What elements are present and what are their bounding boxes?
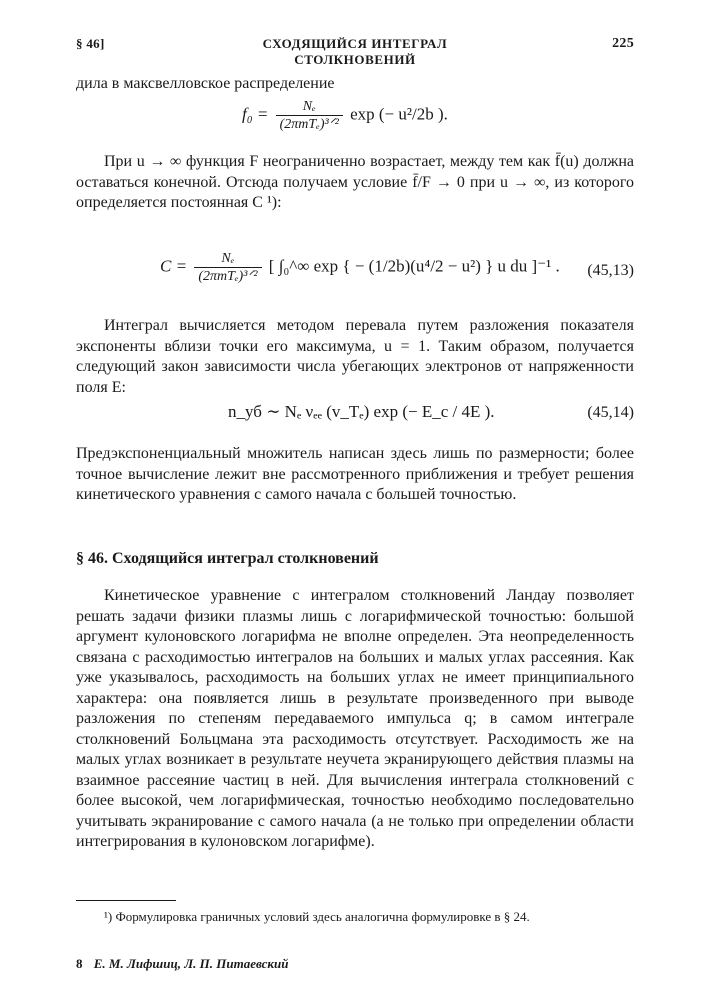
sheet-number: 8 [76, 956, 83, 971]
equation-45-14 [228, 402, 495, 422]
eq2-fraction [194, 250, 261, 285]
eq1-rhs: exp (− u²/2b ). [350, 104, 448, 124]
paragraph-5: Кинетическое уравнение с интегралом столкновений Ландау позволяет решать задачи физики плазмы лишь с логарифмической точностью: большой аргумент кулоновского логарифма не вполне определен. Эта неопределенность связана с расходимостью интегралов на больших и малых углах рассеяния. Как уже указывалось, расходимость на больших углах не имеет принципиального характера: она появляется лишь в результате произведенного при выводе разложения по степеням передаваемого импульса q; в самом интеграле столкновений Больцмана эта расходимость отсутствует. Расходимость же на малых углах возникает в результате неучета экранирующего действия плазмы на взаимное рассеяние частиц в ней. Для вычисления интеграла столкновений с более высокой, чем логарифмическая, точностью необходимо последовательно учитывать экранирование с самого начала (а не только при определении области интегрирования в кулоновском логарифме). [76, 587, 634, 850]
footnote: ¹) Формулировка граничных условий здесь аналогична формулировке в § 24. [104, 909, 530, 924]
equation-maxwell [242, 98, 448, 133]
eq2-lhs: C = [160, 256, 188, 276]
authors: Е. М. Лифшиц, Л. П. Питаевский [93, 956, 289, 971]
eq2-denominator: (2πmTₑ)³ᐟ² [198, 269, 258, 284]
equation-45-13 [160, 250, 560, 285]
eq1-denominator: (2πmTₑ)³ᐟ² [279, 117, 339, 132]
eq1-lhs: f₀ = [242, 104, 269, 124]
eq2-body: [ ∫₀^∞ exp { − (1/2b)(u⁴/2 − u²) } u du ]⁻¹ . [268, 256, 560, 276]
equation-number-45-14: (45,14) [587, 404, 634, 421]
section-heading: § 46. Сходящийся интеграл столкновений [76, 550, 379, 567]
page-number: 225 [612, 36, 634, 51]
printer-signature [76, 956, 288, 972]
footnote-rule [76, 900, 176, 901]
running-title: СХОДЯЩИЙСЯ ИНТЕГРАЛ СТОЛКНОВЕНИЙ [262, 36, 448, 67]
eq1-numerator: Nₑ [276, 98, 343, 116]
eq2-numerator: Nₑ [194, 250, 261, 268]
paragraph-1: дила в максвелловское распределение [76, 75, 335, 92]
eq3-body: n_уб ∼ Nₑ νₑₑ (v_Tₑ) exp (− E_c / 4E ). [228, 402, 495, 421]
paragraph-4: Предэкспоненциальный множитель написан здесь лишь по размерности; более точное вычисление лежит вне рассмотренного приближения и требует решения кинетического уравнения с самого начала с большей точностью. [76, 445, 634, 503]
paragraph-3: Интеграл вычисляется методом перевала путем разложения показателя экспоненты вблизи точки его максимума, u = 1. Таким образом, получается следующий закон зависимости числа убегающих электронов от напряженности поля E: [76, 317, 634, 396]
eq1-fraction [276, 98, 343, 133]
equation-number-45-13: (45,13) [587, 262, 634, 279]
paragraph-2: При u → ∞ функция F неограниченно возрастает, между тем как f̄(u) должна оставаться конечной. Отсюда получаем условие f̄/F → 0 при u → ∞, из которого определяется постоянная C ¹): [76, 153, 634, 211]
header-section-mark: § 46] [76, 36, 105, 51]
